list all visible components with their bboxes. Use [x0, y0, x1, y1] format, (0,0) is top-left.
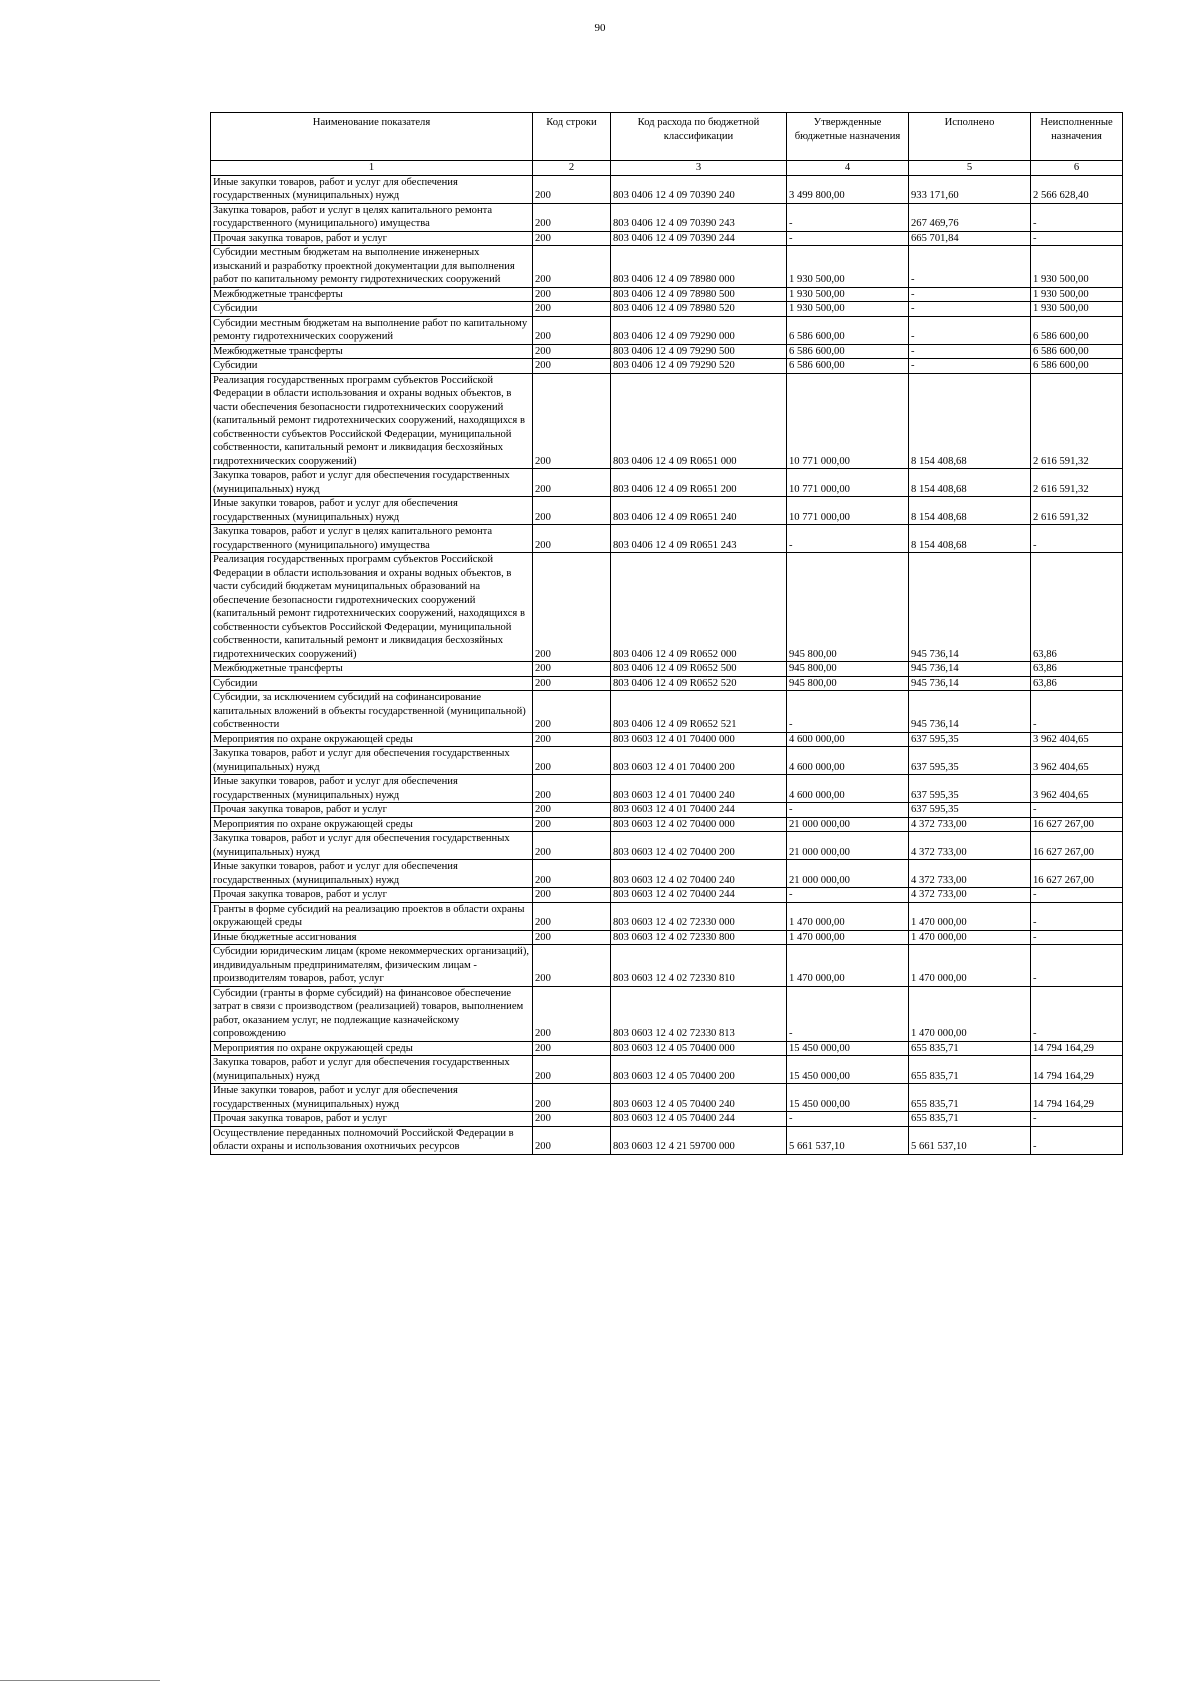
executed-amount-cell: 1 470 000,00 — [909, 930, 1031, 945]
table-row — [211, 945, 1123, 987]
unexecuted-amount-cell: 2 566 628,40 — [1031, 175, 1123, 203]
classification-code-cell: 803 0406 12 4 09 70390 240 — [611, 175, 787, 203]
table-row — [211, 175, 1123, 203]
classification-code-cell: 803 0603 12 4 02 70400 200 — [611, 832, 787, 860]
unexecuted-amount-cell: 16 627 267,00 — [1031, 860, 1123, 888]
indicator-name-cell: Прочая закупка товаров, работ и услуг — [211, 1112, 533, 1127]
indicator-name-cell: Субсидии — [211, 676, 533, 691]
table-row — [211, 1056, 1123, 1084]
table-row — [211, 287, 1123, 302]
line-code-cell: 200 — [533, 1056, 611, 1084]
line-code-cell: 200 — [533, 469, 611, 497]
budget-execution-table — [210, 112, 1123, 1155]
approved-amount-cell: - — [787, 1112, 909, 1127]
column-number: 1 — [211, 161, 533, 176]
line-code-cell: 200 — [533, 231, 611, 246]
table-row — [211, 1126, 1123, 1154]
approved-amount-cell: - — [787, 525, 909, 553]
unexecuted-amount-cell: 2 616 591,32 — [1031, 373, 1123, 469]
indicator-name-cell: Иные закупки товаров, работ и услуг для обеспечения государственных (муниципальных) нужд — [211, 175, 533, 203]
unexecuted-amount-cell: 16 627 267,00 — [1031, 817, 1123, 832]
indicator-name-cell: Закупка товаров, работ и услуг для обеспечения государственных (муниципальных) нужд — [211, 469, 533, 497]
executed-amount-cell: 655 835,71 — [909, 1056, 1031, 1084]
table-row — [211, 930, 1123, 945]
indicator-name-cell: Межбюджетные трансферты — [211, 287, 533, 302]
approved-amount-cell: - — [787, 803, 909, 818]
indicator-name-cell: Иные закупки товаров, работ и услуг для обеспечения государственных (муниципальных) нужд — [211, 497, 533, 525]
executed-amount-cell: 267 469,76 — [909, 203, 1031, 231]
header-unexecuted: Неисполненные назначения — [1031, 113, 1123, 161]
unexecuted-amount-cell: 6 586 600,00 — [1031, 344, 1123, 359]
approved-amount-cell: 4 600 000,00 — [787, 747, 909, 775]
approved-amount-cell: 945 800,00 — [787, 676, 909, 691]
table-row — [211, 231, 1123, 246]
executed-amount-cell: 5 661 537,10 — [909, 1126, 1031, 1154]
line-code-cell: 200 — [533, 676, 611, 691]
indicator-name-cell: Субсидии — [211, 302, 533, 317]
table-row — [211, 676, 1123, 691]
approved-amount-cell: 10 771 000,00 — [787, 373, 909, 469]
table-row — [211, 817, 1123, 832]
line-code-cell: 200 — [533, 1084, 611, 1112]
approved-amount-cell: 6 586 600,00 — [787, 359, 909, 374]
executed-amount-cell: 945 736,14 — [909, 662, 1031, 677]
header-indicator-name: Наименование показателя — [211, 113, 533, 161]
approved-amount-cell: 1 930 500,00 — [787, 246, 909, 288]
approved-amount-cell: 945 800,00 — [787, 662, 909, 677]
executed-amount-cell: 1 470 000,00 — [909, 945, 1031, 987]
approved-amount-cell: 21 000 000,00 — [787, 832, 909, 860]
executed-amount-cell: 4 372 733,00 — [909, 860, 1031, 888]
classification-code-cell: 803 0406 12 4 09 79290 000 — [611, 316, 787, 344]
table-row — [211, 732, 1123, 747]
classification-code-cell: 803 0406 12 4 09 79290 500 — [611, 344, 787, 359]
line-code-cell: 200 — [533, 1112, 611, 1127]
indicator-name-cell: Прочая закупка товаров, работ и услуг — [211, 803, 533, 818]
indicator-name-cell: Межбюджетные трансферты — [211, 344, 533, 359]
executed-amount-cell: 4 372 733,00 — [909, 832, 1031, 860]
executed-amount-cell: - — [909, 344, 1031, 359]
indicator-name-cell: Прочая закупка товаров, работ и услуг — [211, 231, 533, 246]
table-row — [211, 246, 1123, 288]
table-row — [211, 1084, 1123, 1112]
header-approved: Утвержденные бюджетные назначения — [787, 113, 909, 161]
line-code-cell: 200 — [533, 359, 611, 374]
classification-code-cell: 803 0603 12 4 21 59700 000 — [611, 1126, 787, 1154]
executed-amount-cell: - — [909, 359, 1031, 374]
indicator-name-cell: Закупка товаров, работ и услуг для обеспечения государственных (муниципальных) нужд — [211, 832, 533, 860]
indicator-name-cell: Иные бюджетные ассигнования — [211, 930, 533, 945]
classification-code-cell: 803 0406 12 4 09 70390 244 — [611, 231, 787, 246]
line-code-cell: 200 — [533, 175, 611, 203]
indicator-name-cell: Субсидии, за исключением субсидий на софинансирование капитальных вложений в объекты государственной (муниципальной) собственности — [211, 691, 533, 733]
executed-amount-cell: 655 835,71 — [909, 1084, 1031, 1112]
indicator-name-cell: Мероприятия по охране окружающей среды — [211, 732, 533, 747]
executed-amount-cell: 4 372 733,00 — [909, 817, 1031, 832]
table-row — [211, 316, 1123, 344]
unexecuted-amount-cell: - — [1031, 803, 1123, 818]
approved-amount-cell: 6 586 600,00 — [787, 344, 909, 359]
classification-code-cell: 803 0603 12 4 02 72330 810 — [611, 945, 787, 987]
table-row — [211, 662, 1123, 677]
approved-amount-cell: - — [787, 888, 909, 903]
header-line-code: Код строки — [533, 113, 611, 161]
table-row — [211, 860, 1123, 888]
executed-amount-cell: 1 470 000,00 — [909, 902, 1031, 930]
line-code-cell: 200 — [533, 775, 611, 803]
classification-code-cell: 803 0603 12 4 05 70400 244 — [611, 1112, 787, 1127]
classification-code-cell: 803 0603 12 4 05 70400 200 — [611, 1056, 787, 1084]
executed-amount-cell: - — [909, 302, 1031, 317]
approved-amount-cell: - — [787, 691, 909, 733]
indicator-name-cell: Межбюджетные трансферты — [211, 662, 533, 677]
classification-code-cell: 803 0603 12 4 02 70400 240 — [611, 860, 787, 888]
unexecuted-amount-cell: 6 586 600,00 — [1031, 359, 1123, 374]
executed-amount-cell: 945 736,14 — [909, 676, 1031, 691]
line-code-cell: 200 — [533, 344, 611, 359]
unexecuted-amount-cell: 1 930 500,00 — [1031, 287, 1123, 302]
unexecuted-amount-cell: 1 930 500,00 — [1031, 246, 1123, 288]
approved-amount-cell: 1 470 000,00 — [787, 945, 909, 987]
unexecuted-amount-cell: 3 962 404,65 — [1031, 775, 1123, 803]
table-row — [211, 359, 1123, 374]
approved-amount-cell: 945 800,00 — [787, 553, 909, 662]
executed-amount-cell: - — [909, 246, 1031, 288]
line-code-cell: 200 — [533, 803, 611, 818]
executed-amount-cell: 933 171,60 — [909, 175, 1031, 203]
classification-code-cell: 803 0406 12 4 09 R0652 500 — [611, 662, 787, 677]
indicator-name-cell: Субсидии местным бюджетам на выполнение инженерных изысканий и разработку проектной документации для выполнения работ по капитальному ремонту гидротехнических сооружений — [211, 246, 533, 288]
classification-code-cell: 803 0406 12 4 09 78980 000 — [611, 246, 787, 288]
classification-code-cell: 803 0603 12 4 02 72330 813 — [611, 986, 787, 1041]
unexecuted-amount-cell: - — [1031, 231, 1123, 246]
indicator-name-cell: Субсидии (гранты в форме субсидий) на финансовое обеспечение затрат в связи с производством (реализацией) товаров, выполнением работ, оказанием услуг, не подлежащие казначейскому сопровождению — [211, 986, 533, 1041]
line-code-cell: 200 — [533, 302, 611, 317]
column-number: 4 — [787, 161, 909, 176]
unexecuted-amount-cell: 63,86 — [1031, 553, 1123, 662]
table-row — [211, 902, 1123, 930]
header-executed: Исполнено — [909, 113, 1031, 161]
table-row — [211, 986, 1123, 1041]
classification-code-cell: 803 0406 12 4 09 R0651 240 — [611, 497, 787, 525]
indicator-name-cell: Иные закупки товаров, работ и услуг для обеспечения государственных (муниципальных) нужд — [211, 775, 533, 803]
classification-code-cell: 803 0603 12 4 01 70400 240 — [611, 775, 787, 803]
table-row — [211, 1112, 1123, 1127]
approved-amount-cell: 1 930 500,00 — [787, 287, 909, 302]
approved-amount-cell: 1 470 000,00 — [787, 930, 909, 945]
line-code-cell: 200 — [533, 902, 611, 930]
classification-code-cell: 803 0603 12 4 02 70400 000 — [611, 817, 787, 832]
unexecuted-amount-cell: - — [1031, 1112, 1123, 1127]
approved-amount-cell: - — [787, 203, 909, 231]
table-row — [211, 691, 1123, 733]
unexecuted-amount-cell: 14 794 164,29 — [1031, 1041, 1123, 1056]
classification-code-cell: 803 0406 12 4 09 70390 243 — [611, 203, 787, 231]
line-code-cell: 200 — [533, 691, 611, 733]
approved-amount-cell: 6 586 600,00 — [787, 316, 909, 344]
indicator-name-cell: Субсидии местным бюджетам на выполнение работ по капитальному ремонту гидротехнических сооружений — [211, 316, 533, 344]
table-body — [211, 175, 1123, 1154]
line-code-cell: 200 — [533, 373, 611, 469]
line-code-cell: 200 — [533, 246, 611, 288]
indicator-name-cell: Закупка товаров, работ и услуг для обеспечения государственных (муниципальных) нужд — [211, 747, 533, 775]
approved-amount-cell: 15 450 000,00 — [787, 1056, 909, 1084]
column-number: 3 — [611, 161, 787, 176]
line-code-cell: 200 — [533, 888, 611, 903]
executed-amount-cell: - — [909, 287, 1031, 302]
unexecuted-amount-cell: - — [1031, 945, 1123, 987]
classification-code-cell: 803 0406 12 4 09 R0652 000 — [611, 553, 787, 662]
table-row — [211, 469, 1123, 497]
table-row — [211, 1041, 1123, 1056]
line-code-cell: 200 — [533, 525, 611, 553]
indicator-name-cell: Закупка товаров, работ и услуг в целях капитального ремонта государственного (муниципального) имущества — [211, 525, 533, 553]
classification-code-cell: 803 0406 12 4 09 R0651 200 — [611, 469, 787, 497]
scan-edge-line — [0, 1680, 160, 1681]
line-code-cell: 200 — [533, 1041, 611, 1056]
unexecuted-amount-cell: 2 616 591,32 — [1031, 469, 1123, 497]
table-row — [211, 373, 1123, 469]
table-row — [211, 803, 1123, 818]
line-code-cell: 200 — [533, 732, 611, 747]
classification-code-cell: 803 0603 12 4 05 70400 000 — [611, 1041, 787, 1056]
line-code-cell: 200 — [533, 203, 611, 231]
unexecuted-amount-cell: - — [1031, 902, 1123, 930]
indicator-name-cell: Субсидии юридическим лицам (кроме некоммерческих организаций), индивидуальным предпринимателям, физическим лицам - производителям товаров, работ, услуг — [211, 945, 533, 987]
approved-amount-cell: 15 450 000,00 — [787, 1084, 909, 1112]
line-code-cell: 200 — [533, 1126, 611, 1154]
line-code-cell: 200 — [533, 662, 611, 677]
line-code-cell: 200 — [533, 316, 611, 344]
unexecuted-amount-cell: - — [1031, 930, 1123, 945]
indicator-name-cell: Мероприятия по охране окружающей среды — [211, 1041, 533, 1056]
header-row — [211, 113, 1123, 161]
executed-amount-cell: 637 595,35 — [909, 732, 1031, 747]
line-code-cell: 200 — [533, 287, 611, 302]
classification-code-cell: 803 0406 12 4 09 R0652 521 — [611, 691, 787, 733]
unexecuted-amount-cell: 1 930 500,00 — [1031, 302, 1123, 317]
executed-amount-cell: 8 154 408,68 — [909, 525, 1031, 553]
table-row — [211, 497, 1123, 525]
executed-amount-cell: 8 154 408,68 — [909, 469, 1031, 497]
approved-amount-cell: 3 499 800,00 — [787, 175, 909, 203]
table-row — [211, 747, 1123, 775]
line-code-cell: 200 — [533, 930, 611, 945]
indicator-name-cell: Прочая закупка товаров, работ и услуг — [211, 888, 533, 903]
unexecuted-amount-cell: 14 794 164,29 — [1031, 1056, 1123, 1084]
unexecuted-amount-cell: 16 627 267,00 — [1031, 832, 1123, 860]
classification-code-cell: 803 0603 12 4 01 70400 200 — [611, 747, 787, 775]
classification-code-cell: 803 0603 12 4 05 70400 240 — [611, 1084, 787, 1112]
table-row — [211, 832, 1123, 860]
executed-amount-cell: 637 595,35 — [909, 803, 1031, 818]
table-row — [211, 553, 1123, 662]
unexecuted-amount-cell: 6 586 600,00 — [1031, 316, 1123, 344]
approved-amount-cell: 5 661 537,10 — [787, 1126, 909, 1154]
executed-amount-cell: 637 595,35 — [909, 747, 1031, 775]
table-row — [211, 302, 1123, 317]
executed-amount-cell: 655 835,71 — [909, 1041, 1031, 1056]
classification-code-cell: 803 0603 12 4 02 72330 800 — [611, 930, 787, 945]
approved-amount-cell: 1 470 000,00 — [787, 902, 909, 930]
classification-code-cell: 803 0603 12 4 01 70400 244 — [611, 803, 787, 818]
approved-amount-cell: 15 450 000,00 — [787, 1041, 909, 1056]
classification-code-cell: 803 0603 12 4 02 70400 244 — [611, 888, 787, 903]
unexecuted-amount-cell: - — [1031, 203, 1123, 231]
unexecuted-amount-cell: 14 794 164,29 — [1031, 1084, 1123, 1112]
line-code-cell: 200 — [533, 553, 611, 662]
indicator-name-cell: Закупка товаров, работ и услуг для обеспечения государственных (муниципальных) нужд — [211, 1056, 533, 1084]
line-code-cell: 200 — [533, 945, 611, 987]
approved-amount-cell: - — [787, 231, 909, 246]
classification-code-cell: 803 0406 12 4 09 R0651 243 — [611, 525, 787, 553]
executed-amount-cell: - — [909, 316, 1031, 344]
unexecuted-amount-cell: 63,86 — [1031, 676, 1123, 691]
classification-code-cell: 803 0406 12 4 09 R0651 000 — [611, 373, 787, 469]
column-number-row — [211, 161, 1123, 176]
line-code-cell: 200 — [533, 860, 611, 888]
unexecuted-amount-cell: - — [1031, 525, 1123, 553]
classification-code-cell: 803 0406 12 4 09 78980 520 — [611, 302, 787, 317]
approved-amount-cell: 21 000 000,00 — [787, 817, 909, 832]
line-code-cell: 200 — [533, 832, 611, 860]
line-code-cell: 200 — [533, 497, 611, 525]
approved-amount-cell: 10 771 000,00 — [787, 497, 909, 525]
indicator-name-cell: Закупка товаров, работ и услуг в целях капитального ремонта государственного (муниципального) имущества — [211, 203, 533, 231]
approved-amount-cell: 10 771 000,00 — [787, 469, 909, 497]
indicator-name-cell: Реализация государственных программ субъектов Российской Федерации в области использования и охраны водных объектов, в части обеспечения безопасности гидротехнических сооружений (капитальный ремонт гидротехнических сооружений, находящихся в собственности субъектов Российской Федерации, муниципальной собственности, капитальный ремонт и ликвидация бесхозяйных гидротехнических сооружений) — [211, 373, 533, 469]
table-row — [211, 525, 1123, 553]
approved-amount-cell: 4 600 000,00 — [787, 732, 909, 747]
indicator-name-cell: Иные закупки товаров, работ и услуг для обеспечения государственных (муниципальных) нужд — [211, 860, 533, 888]
classification-code-cell: 803 0406 12 4 09 79290 520 — [611, 359, 787, 374]
unexecuted-amount-cell: - — [1031, 1126, 1123, 1154]
approved-amount-cell: 21 000 000,00 — [787, 860, 909, 888]
executed-amount-cell: 665 701,84 — [909, 231, 1031, 246]
indicator-name-cell: Реализация государственных программ субъектов Российской Федерации в области использования и охраны водных объектов, в части субсидий бюджетам муниципальных образований на обеспечение безопасности гидротехнических сооружений (капитальный ремонт гидротехнических сооружений, находящихся в собственности субъектов Российской Федерации, муниципальной собственности, капитальный ремонт и ликвидация бесхозяйных гидротехнических сооружений) — [211, 553, 533, 662]
indicator-name-cell: Гранты в форме субсидий на реализацию проектов в области охраны окружающей среды — [211, 902, 533, 930]
line-code-cell: 200 — [533, 986, 611, 1041]
classification-code-cell: 803 0406 12 4 09 R0652 520 — [611, 676, 787, 691]
executed-amount-cell: 945 736,14 — [909, 691, 1031, 733]
page-number: 90 — [594, 22, 606, 34]
table-row — [211, 888, 1123, 903]
executed-amount-cell: 1 470 000,00 — [909, 986, 1031, 1041]
column-number: 5 — [909, 161, 1031, 176]
executed-amount-cell: 637 595,35 — [909, 775, 1031, 803]
unexecuted-amount-cell: 2 616 591,32 — [1031, 497, 1123, 525]
executed-amount-cell: 8 154 408,68 — [909, 373, 1031, 469]
classification-code-cell: 803 0406 12 4 09 78980 500 — [611, 287, 787, 302]
unexecuted-amount-cell: - — [1031, 888, 1123, 903]
column-number: 6 — [1031, 161, 1123, 176]
indicator-name-cell: Осуществление переданных полномочий Российской Федерации в области охраны и использования охотничьих ресурсов — [211, 1126, 533, 1154]
unexecuted-amount-cell: 3 962 404,65 — [1031, 747, 1123, 775]
indicator-name-cell: Субсидии — [211, 359, 533, 374]
table-row — [211, 775, 1123, 803]
executed-amount-cell: 655 835,71 — [909, 1112, 1031, 1127]
column-number: 2 — [533, 161, 611, 176]
executed-amount-cell: 8 154 408,68 — [909, 497, 1031, 525]
indicator-name-cell: Иные закупки товаров, работ и услуг для обеспечения государственных (муниципальных) нужд — [211, 1084, 533, 1112]
unexecuted-amount-cell: 3 962 404,65 — [1031, 732, 1123, 747]
unexecuted-amount-cell: - — [1031, 691, 1123, 733]
approved-amount-cell: 1 930 500,00 — [787, 302, 909, 317]
header-classification-code: Код расхода по бюджетной классификации — [611, 113, 787, 161]
unexecuted-amount-cell: - — [1031, 986, 1123, 1041]
unexecuted-amount-cell: 63,86 — [1031, 662, 1123, 677]
approved-amount-cell: - — [787, 986, 909, 1041]
table-row — [211, 203, 1123, 231]
classification-code-cell: 803 0603 12 4 02 72330 000 — [611, 902, 787, 930]
line-code-cell: 200 — [533, 747, 611, 775]
line-code-cell: 200 — [533, 817, 611, 832]
classification-code-cell: 803 0603 12 4 01 70400 000 — [611, 732, 787, 747]
executed-amount-cell: 945 736,14 — [909, 553, 1031, 662]
executed-amount-cell: 4 372 733,00 — [909, 888, 1031, 903]
indicator-name-cell: Мероприятия по охране окружающей среды — [211, 817, 533, 832]
approved-amount-cell: 4 600 000,00 — [787, 775, 909, 803]
table-row — [211, 344, 1123, 359]
